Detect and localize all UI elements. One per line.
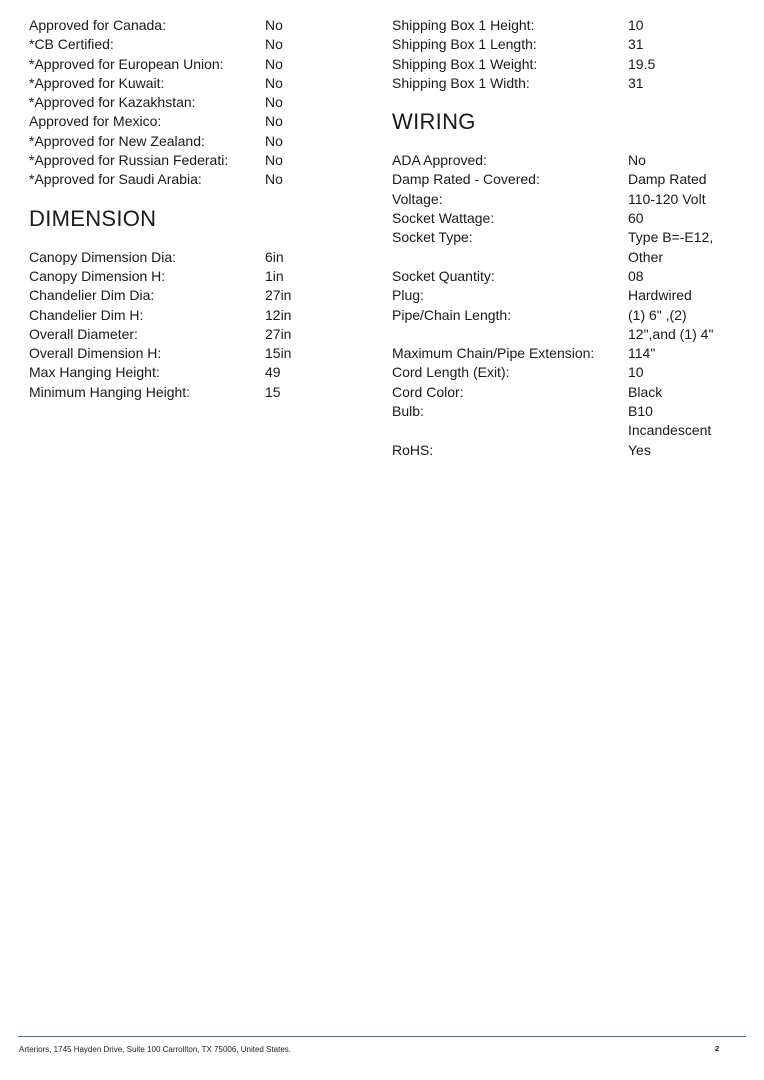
spec-row	[392, 170, 742, 189]
spec-label: Overall Dimension H:	[29, 345, 162, 362]
shipping-list	[392, 16, 742, 93]
spec-label: Maximum Chain/Pipe Extension:	[392, 345, 595, 362]
spec-value: 27in	[265, 287, 292, 304]
spec-label: Max Hanging Height:	[29, 364, 160, 381]
spec-row	[392, 209, 742, 228]
spec-label: Chandelier Dim Dia:	[29, 287, 155, 304]
spec-label: Approved for Mexico:	[29, 113, 162, 130]
wiring-list	[392, 151, 742, 460]
spec-label: Socket Type:	[392, 229, 473, 246]
spec-row	[392, 286, 742, 305]
spec-row	[29, 55, 359, 74]
spec-row	[29, 286, 359, 305]
spec-label: Bulb:	[392, 403, 424, 420]
spec-row	[392, 441, 742, 460]
spec-label: *Approved for Kazakhstan:	[29, 94, 196, 111]
spec-value: (1) 6" ,(2) 12",and (1) 4"	[628, 306, 714, 342]
spec-label: Damp Rated - Covered:	[392, 171, 540, 188]
spec-value: No	[265, 17, 283, 33]
spec-row	[29, 170, 359, 189]
spec-value: No	[628, 152, 646, 169]
spec-label: *Approved for Kuwait:	[29, 74, 165, 91]
spec-label: Cord Length (Exit):	[392, 364, 510, 381]
spec-value: 1in	[265, 267, 284, 284]
spec-row	[392, 402, 742, 441]
spec-value: 15in	[265, 345, 292, 362]
spec-row	[29, 112, 359, 131]
spec-value: 49	[265, 364, 281, 381]
spec-value: 08	[628, 267, 644, 284]
spec-row	[392, 383, 742, 402]
spec-label: Plug:	[392, 287, 424, 304]
spec-value: Type B=-E12, Other	[628, 229, 714, 265]
spec-label: Shipping Box 1 Width:	[392, 74, 530, 91]
spec-row	[392, 267, 742, 286]
spec-value: 19.5	[628, 55, 656, 72]
spec-value: No	[265, 113, 283, 130]
spec-value: No	[265, 55, 283, 72]
spec-row	[392, 35, 742, 54]
spec-label: Shipping Box 1 Length:	[392, 36, 537, 53]
spec-label: Pipe/Chain Length:	[392, 306, 512, 323]
spec-value: Hardwired	[628, 287, 692, 304]
spec-value: 60	[628, 210, 644, 227]
spec-row	[392, 344, 742, 363]
spec-label: *Approved for New Zealand:	[29, 132, 205, 149]
dimensions-list	[29, 248, 359, 402]
left-column	[29, 16, 359, 402]
spec-row	[29, 325, 359, 344]
spec-row	[392, 16, 742, 35]
spec-row	[29, 344, 359, 363]
spec-label: Minimum Hanging Height:	[29, 383, 191, 400]
right-column	[392, 16, 742, 460]
spec-row	[29, 93, 359, 112]
spec-label: ADA Approved:	[392, 152, 487, 169]
spec-value: 110-120 Volt	[628, 190, 706, 207]
spec-label: Shipping Box 1 Weight:	[392, 55, 538, 72]
spec-value: B10 Incandescent	[628, 403, 712, 439]
spec-value: 27in	[265, 325, 292, 342]
spec-label: *Approved for Russian Federati:	[29, 152, 229, 169]
spec-label: *Approved for European Union:	[29, 55, 224, 72]
spec-row	[392, 55, 742, 74]
spec-value: 31	[628, 36, 644, 53]
spec-value: 10	[628, 364, 644, 381]
spec-value: Yes	[628, 441, 651, 458]
spec-value: No	[265, 152, 283, 169]
spec-row	[392, 306, 742, 345]
spec-row	[29, 248, 359, 267]
footer-divider	[18, 1036, 746, 1037]
spec-row	[29, 363, 359, 382]
wiring-heading: WIRING	[392, 109, 476, 135]
spec-value: No	[265, 36, 283, 53]
approvals-list	[29, 16, 359, 190]
spec-row	[29, 383, 359, 402]
spec-row	[392, 228, 742, 267]
spec-value: No	[265, 94, 283, 111]
spec-row	[392, 190, 742, 209]
spec-row	[29, 35, 359, 54]
spec-row	[392, 363, 742, 382]
spec-value: 15	[265, 383, 281, 400]
spec-label: Canopy Dimension Dia:	[29, 248, 177, 265]
spec-label: *Approved for Saudi Arabia:	[29, 171, 202, 188]
spec-value: 10	[628, 17, 644, 33]
spec-value: 31	[628, 74, 644, 91]
spec-value: 114"	[628, 345, 656, 362]
spec-label: RoHS:	[392, 441, 434, 458]
spec-label: Shipping Box 1 Height:	[392, 17, 535, 33]
spec-label: Canopy Dimension H:	[29, 267, 166, 284]
spec-label: *CB Certified:	[29, 36, 114, 53]
spec-label: Chandelier Dim H:	[29, 306, 144, 323]
spec-value: Black	[628, 383, 663, 400]
spec-value: No	[265, 132, 283, 149]
spec-row	[29, 267, 359, 286]
spec-label: Overall Diameter:	[29, 325, 138, 342]
page-number: 2	[715, 1044, 720, 1053]
spec-row	[392, 74, 742, 93]
spec-value: No	[265, 171, 283, 188]
spec-row	[29, 151, 359, 170]
spec-row	[29, 74, 359, 93]
spec-row	[29, 16, 359, 35]
spec-label: Socket Wattage:	[392, 210, 495, 227]
spec-label: Voltage:	[392, 190, 443, 207]
footer-address: Arteriors, 1745 Hayden Drive, Suite 100 Carrollton, TX 75006, United States.	[19, 1045, 291, 1054]
spec-value: 12in	[265, 306, 292, 323]
spec-row	[392, 151, 742, 170]
dimension-heading: DIMENSION	[29, 205, 157, 231]
spec-label: Cord Color:	[392, 383, 464, 400]
spec-value: 6in	[265, 248, 284, 265]
spec-value: No	[265, 74, 283, 91]
spec-row	[29, 306, 359, 325]
spec-label: Approved for Canada:	[29, 17, 166, 33]
spec-label: Socket Quantity:	[392, 267, 495, 284]
spec-value: Damp Rated	[628, 171, 707, 188]
spec-row	[29, 132, 359, 151]
